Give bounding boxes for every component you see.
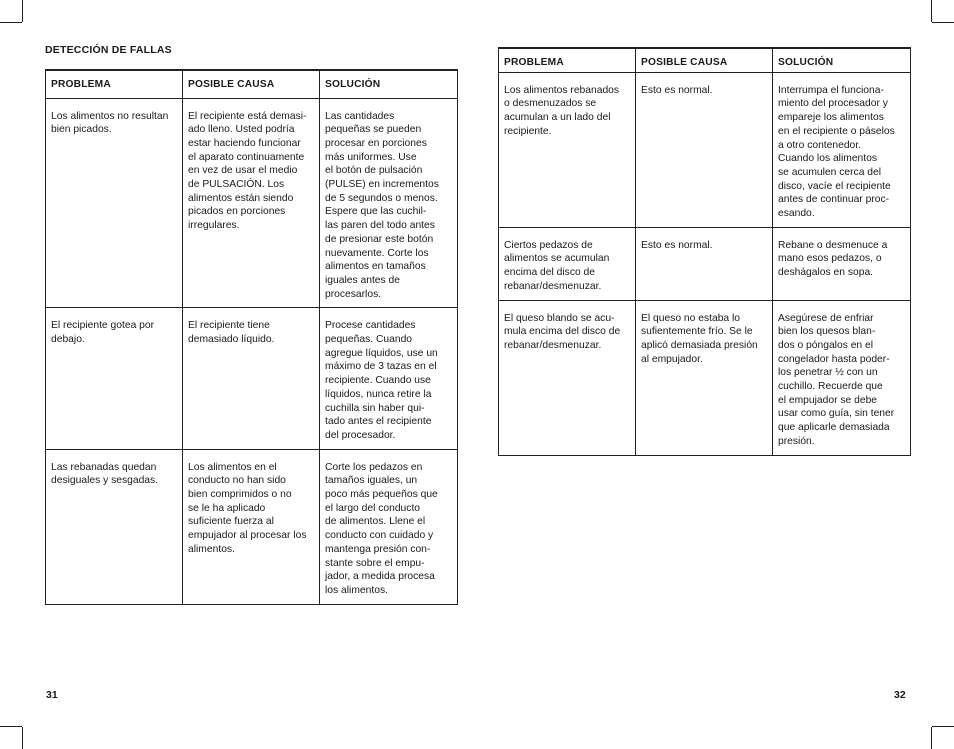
solution-cell: Procese cantidades pequeñas. Cuando agregue líquidos, use un máximo de 3 tazas en el recipiente. Cuando use líquidos, nunca retire la cuchilla sin haber qui- tado antes el recipiente del procesador.: [320, 308, 458, 449]
cause-cell: Esto es normal.: [636, 227, 773, 300]
cause-cell: El recipiente está demasi- ado lleno. Usted podría estar haciendo funcionar el aparato continuamente en vez de usar el medio de PULSACIÓN. Los alimentos están siendo picados en porciones irregulares.: [183, 98, 320, 308]
header-solution: SOLUCIÓN: [320, 70, 458, 98]
solution-cell: Corte los pedazos en tamaños iguales, un poco más pequeños que el largo del conducto de alimentos. Llene el conducto con cuidado y mantenga presión con- stante sobre el empu- jador, a medida procesa los alimentos.: [320, 449, 458, 604]
section-title: DETECCIÓN DE FALLAS: [45, 44, 172, 56]
header-cause: POSIBLE CAUSA: [636, 48, 773, 72]
problem-cell: El recipiente gotea por debajo.: [46, 308, 183, 449]
table-row: [499, 300, 911, 455]
crop-mark: [22, 0, 23, 22]
table-row: [46, 308, 458, 449]
troubleshooting-table-left: [45, 69, 458, 605]
page-number-right: 32: [894, 689, 906, 701]
table-header-row: [499, 48, 911, 72]
cause-cell: Los alimentos en el conducto no han sido bien comprimidos o no se le ha aplicado suficiente fuerza al empujador al procesar los alimentos.: [183, 449, 320, 604]
cause-cell: El recipiente tiene demasiado líquido.: [183, 308, 320, 449]
table-row: [499, 227, 911, 300]
solution-cell: Interrumpa el funciona- miento del procesador y empareje los alimentos en el recipiente o páselos a otro contenedor. Cuando los alimentos se acumulen cerca del disco, vacíe el recipiente antes de continuar proc- esando.: [773, 72, 911, 227]
header-problem: PROBLEMA: [499, 48, 636, 72]
crop-mark: [932, 22, 954, 23]
problem-cell: Ciertos pedazos de alimentos se acumulan encima del disco de rebanar/desmenuzar.: [499, 227, 636, 300]
problem-cell: Los alimentos no resultan bien picados.: [46, 98, 183, 308]
table-header-row: [46, 70, 458, 98]
page-number-left: 31: [46, 689, 58, 701]
header-solution: SOLUCIÓN: [773, 48, 911, 72]
solution-cell: Rebane o desmenuce a mano esos pedazos, o deshágalos en sopa.: [773, 227, 911, 300]
problem-cell: El queso blando se acu- mula encima del disco de rebanar/desmenuzar.: [499, 300, 636, 455]
table-row: [46, 449, 458, 604]
table-row: [46, 98, 458, 308]
troubleshooting-table-right: [498, 47, 911, 456]
cause-cell: Esto es normal.: [636, 72, 773, 227]
header-cause: POSIBLE CAUSA: [183, 70, 320, 98]
crop-mark: [22, 727, 23, 749]
cause-cell: El queso no estaba lo sufientemente frío. Se le aplicó demasiada presión al empujador.: [636, 300, 773, 455]
solution-cell: Las cantidades pequeñas se pueden procesar en porciones más uniformes. Use el botón de pulsación (PULSE) en incrementos de 5 segundos o menos. Espere que las cuchil- las paren del todo antes de presionar este botón nuevamente. Corte los alimentos en tamaños iguales antes de procesarlos.: [320, 98, 458, 308]
problem-cell: Las rebanadas quedan desiguales y sesgadas.: [46, 449, 183, 604]
table-row: [499, 72, 911, 227]
solution-cell: Asegúrese de enfriar bien los quesos blan- dos o póngalos en el congelador hasta poder- los penetrar ½ con un cuchillo. Recuerde que el empujador se debe usar como guía, sin tener que aplicarle demasiada presión.: [773, 300, 911, 455]
crop-mark: [931, 727, 932, 749]
crop-mark: [932, 726, 954, 727]
crop-mark: [0, 22, 22, 23]
problem-cell: Los alimentos rebanados o desmenuzados se acumulan a un lado del recipiente.: [499, 72, 636, 227]
header-problem: PROBLEMA: [46, 70, 183, 98]
crop-mark: [0, 726, 22, 727]
crop-mark: [931, 0, 932, 22]
